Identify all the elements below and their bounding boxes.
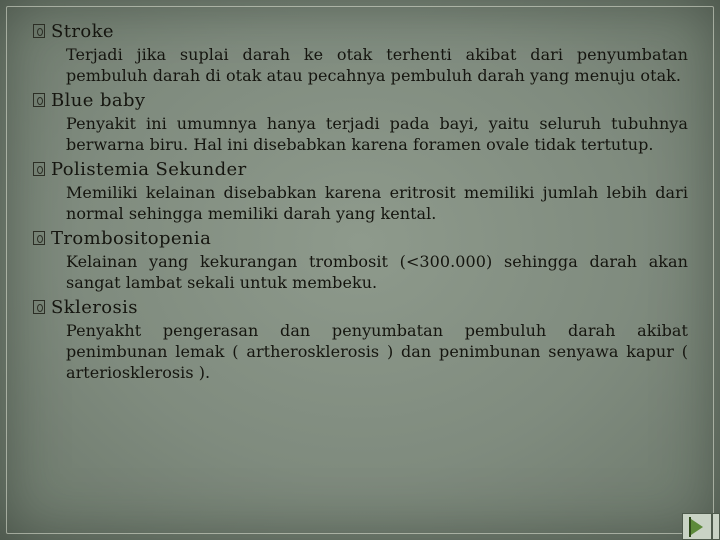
item-heading	[22, 89, 688, 113]
list-item	[34, 158, 688, 227]
item-heading-text: Blue baby	[51, 90, 146, 111]
item-body: Penyakht pengerasan dan penyumbatan pembuluh darah akibat penimbunan lemak ( artherosklerosis ) dan penimbunan senyawa kapur ( arteriosklerosis ).	[66, 321, 688, 382]
item-heading	[22, 20, 688, 44]
item-heading-text: Sklerosis	[51, 297, 138, 318]
box-bullet-icon	[33, 93, 45, 107]
list-item	[34, 20, 688, 89]
list-item	[34, 89, 688, 158]
list-item	[34, 227, 688, 296]
item-heading	[22, 158, 688, 182]
item-body: Memiliki kelainan disebabkan karena eritrosit memiliki jumlah lebih dari normal sehingga memiliki darah yang kental.	[66, 183, 688, 223]
item-heading-text: Stroke	[51, 21, 114, 42]
item-body: Terjadi jika suplai darah ke otak terhenti akibat dari penyumbatan pembuluh darah di otak atau pecahnya pembuluh darah yang menuju otak.	[66, 45, 688, 85]
slide-nav-edge[interactable]	[712, 513, 720, 540]
slide-content	[34, 20, 688, 386]
item-heading-text: Polistemia Sekunder	[51, 159, 247, 180]
box-bullet-icon	[33, 162, 45, 176]
next-slide-button[interactable]	[682, 513, 712, 540]
box-bullet-icon	[33, 300, 45, 314]
list-item	[34, 296, 688, 386]
next-slide-arrow-icon	[691, 519, 703, 535]
item-body: Kelainan yang kekurangan trombosit (<300.000) sehingga darah akan sangat lambat sekali untuk membeku.	[66, 252, 688, 292]
item-heading	[22, 227, 688, 251]
box-bullet-icon	[33, 231, 45, 245]
item-body: Penyakit ini umumnya hanya terjadi pada bayi, yaitu seluruh tubuhnya berwarna biru. Hal ini disebabkan karena foramen ovale tidak tertutup.	[66, 114, 688, 154]
item-heading	[22, 296, 688, 320]
item-heading-text: Trombositopenia	[51, 228, 212, 249]
box-bullet-icon	[33, 24, 45, 38]
